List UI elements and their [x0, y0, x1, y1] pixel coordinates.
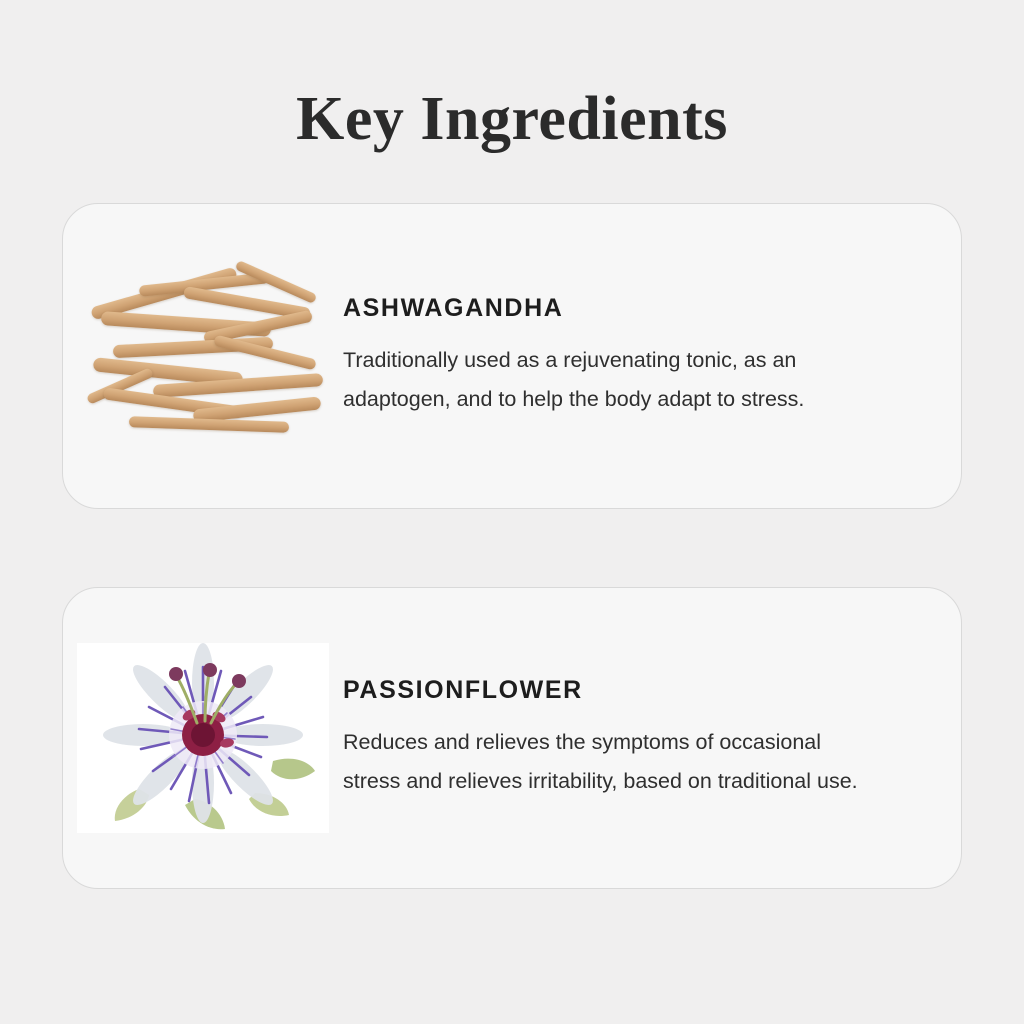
- ingredient-text-block: [343, 294, 961, 418]
- ashwagandha-roots-icon: [63, 204, 343, 508]
- passionflower-illustration: [77, 643, 329, 833]
- ingredient-card: [62, 587, 962, 889]
- passionflower-icon: [63, 588, 343, 888]
- ingredient-name: PASSIONFLOWER: [343, 676, 583, 705]
- ingredient-card: [62, 203, 962, 509]
- page-title: Key Ingredients: [296, 85, 728, 153]
- ingredient-description: Reduces and relieves the symptoms of occasional stress and relieves irritability, based on traditional use.: [343, 730, 858, 793]
- ingredient-name: ASHWAGANDHA: [343, 294, 564, 323]
- ingredient-text-block: [343, 676, 961, 800]
- ingredient-description: Traditionally used as a rejuvenating tonic, as an adaptogen, and to help the body adapt to stress.: [343, 348, 805, 411]
- ingredient-card-list: [0, 203, 1024, 889]
